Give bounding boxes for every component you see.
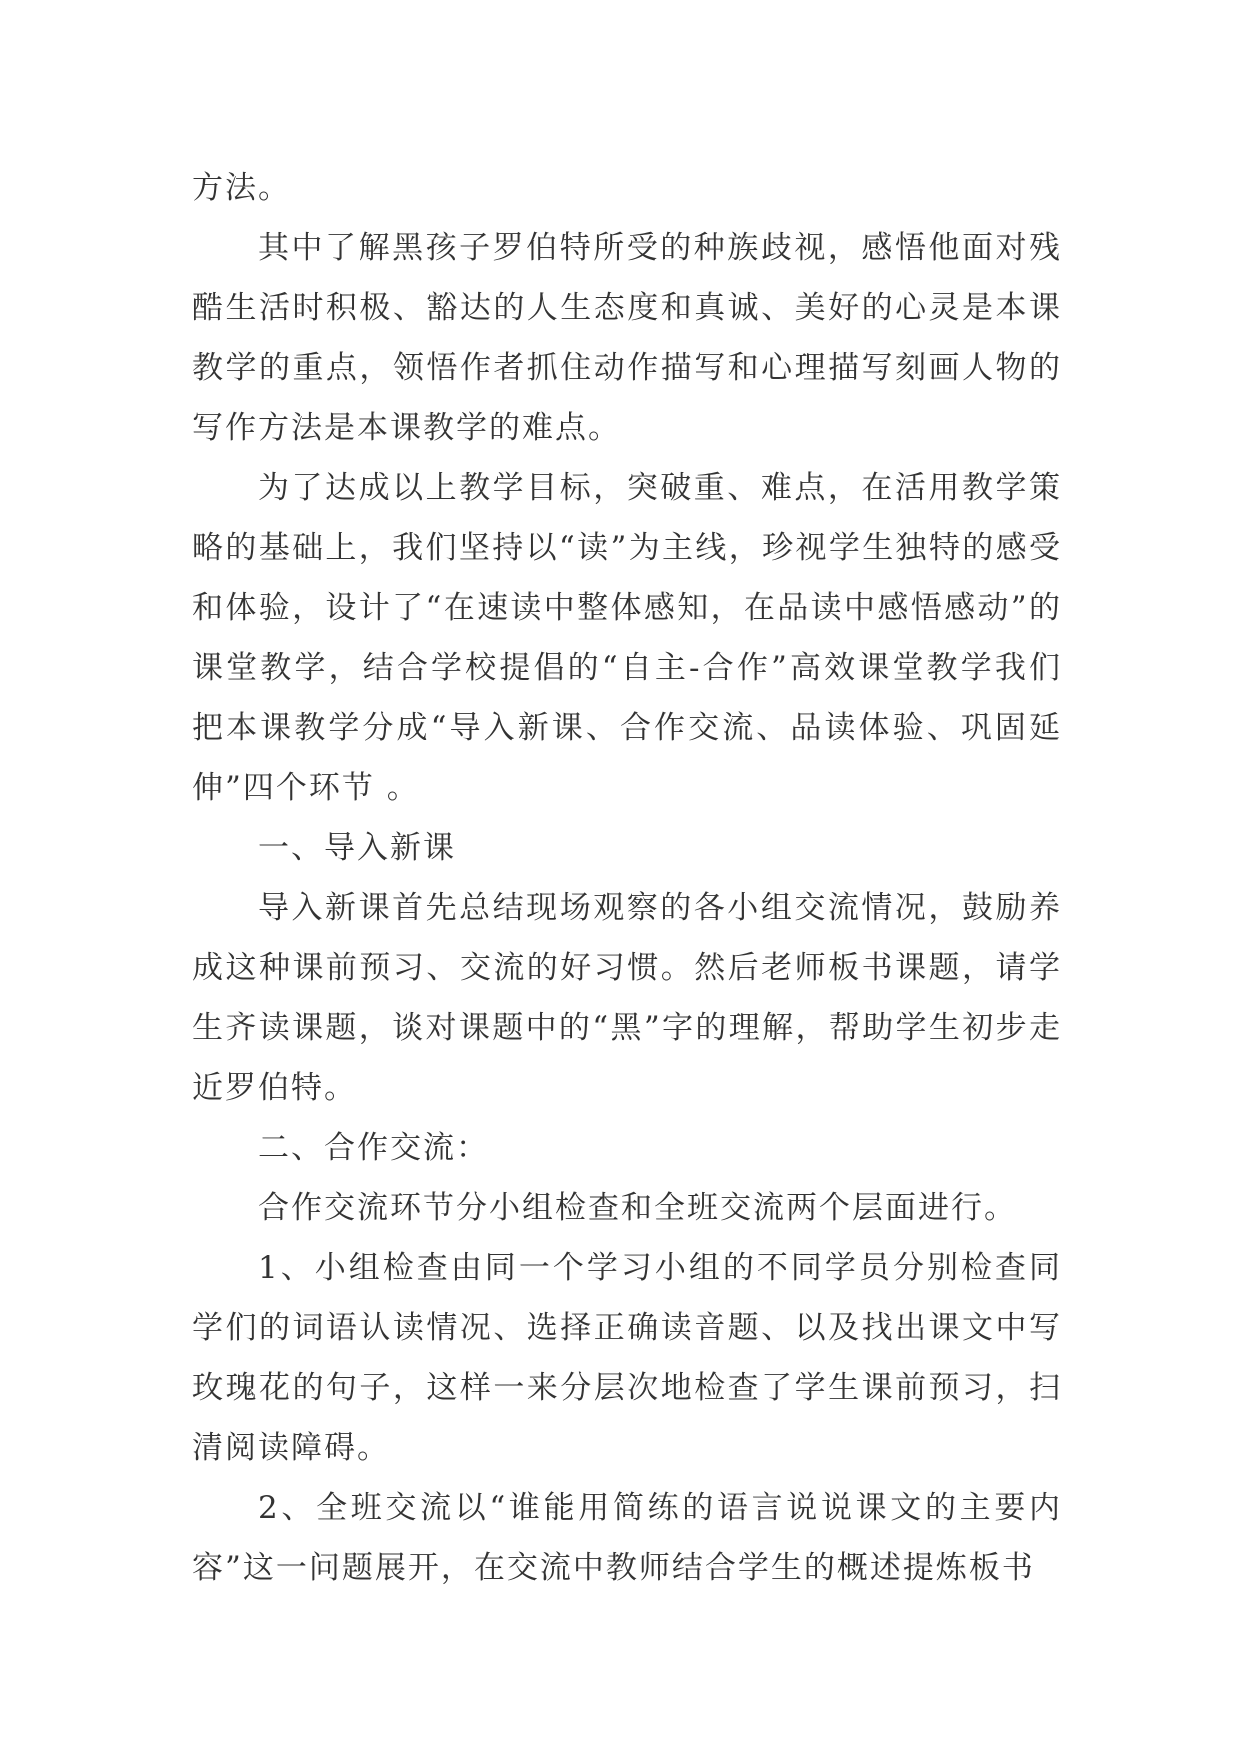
paragraph-teaching-design: 为了达成以上教学目标，突破重、难点，在活用教学策略的基础上，我们坚持以“读”为主线，珍视学生独特的感受和体验，设计了“在速读中整体感知，在品读中感悟感动”的课堂教学，结合学校提倡的“自主-合作”高效课堂教学我们把本课教学分成“导入新课、合作交流、品读体验、巩固延伸”四个环节 。 bbox=[192, 470, 1062, 806]
paragraph-class-exchange: 2、全班交流以“谁能用简练的语言说说课文的主要内容”这一问题展开，在交流中教师结合学生的概述提炼板书 bbox=[192, 1490, 1062, 1586]
paragraph-group-check: 1、小组检查由同一个学习小组的不同学员分别检查同学们的词语认读情况、选择正确读音题、以及找出课文中写玫瑰花的句子，这样一来分层次地检查了学生课前预习，扫清阅读障碍。 bbox=[192, 1250, 1062, 1466]
section-heading-cooperation: 二、合作交流： bbox=[258, 1130, 489, 1166]
body-text bbox=[192, 158, 1062, 1598]
paragraph-intro: 导入新课首先总结现场观察的各小组交流情况，鼓励养成这种课前预习、交流的好习惯。然后老师板书课题，请学生齐读课题，谈对课题中的“黑”字的理解，帮助学生初步走近罗伯特。 bbox=[192, 890, 1062, 1106]
paragraph-teaching-focus: 其中了解黑孩子罗伯特所受的种族歧视，感悟他面对残酷生活时积极、豁达的人生态度和真诚、美好的心灵是本课教学的重点，领悟作者抓住动作描写和心理描写刻画人物的写作方法是本课教学的难点。 bbox=[192, 230, 1062, 446]
paragraph-cooperation: 合作交流环节分小组检查和全班交流两个层面进行。 bbox=[258, 1190, 1017, 1226]
section-heading-intro: 一、导入新课 bbox=[258, 830, 456, 866]
paragraph-continuation: 方法。 bbox=[192, 170, 291, 206]
